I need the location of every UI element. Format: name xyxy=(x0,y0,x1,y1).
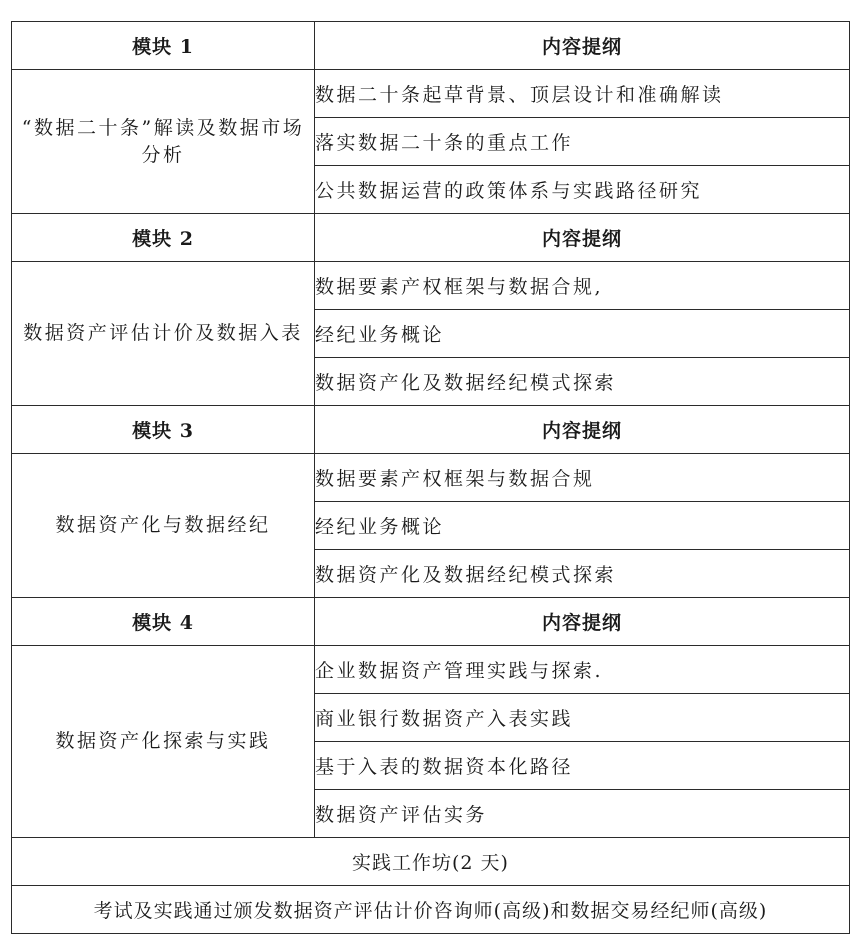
module-2-row xyxy=(12,262,850,310)
module-1-item-1: 数据二十条起草背景、顶层设计和准确解读 xyxy=(315,70,850,118)
certification-row xyxy=(12,886,850,934)
module-4-header-row xyxy=(12,598,850,646)
module-3-outline-header: 内容提纲 xyxy=(315,406,850,454)
module-4-row xyxy=(12,646,850,694)
module-1-name: “数据二十条”解读及数据市场分析 xyxy=(12,70,315,214)
module-4-item-4: 数据资产评估实务 xyxy=(315,790,850,838)
module-1-item-3: 公共数据运营的政策体系与实践路径研究 xyxy=(315,166,850,214)
workshop-row xyxy=(12,838,850,886)
module-4-outline-header: 内容提纲 xyxy=(315,598,850,646)
module-3-row xyxy=(12,454,850,502)
module-4-item-2: 商业银行数据资产入表实践 xyxy=(315,694,850,742)
module-2-name: 数据资产评估计价及数据入表 xyxy=(12,262,315,406)
module-2-item-2: 经纪业务概论 xyxy=(315,310,850,358)
module-3-header-row xyxy=(12,406,850,454)
module-2-title: 模块 2 xyxy=(12,214,315,262)
module-2-item-3: 数据资产化及数据经纪模式探索 xyxy=(315,358,850,406)
module-1-title: 模块 1 xyxy=(12,22,315,70)
workshop-label: 实践工作坊(2 天) xyxy=(12,838,850,886)
module-3-item-1: 数据要素产权框架与数据合规 xyxy=(315,454,850,502)
module-1-item-2: 落实数据二十条的重点工作 xyxy=(315,118,850,166)
module-3-item-3: 数据资产化及数据经纪模式探索 xyxy=(315,550,850,598)
module-2-outline-header: 内容提纲 xyxy=(315,214,850,262)
module-4-name: 数据资产化探索与实践 xyxy=(12,646,315,838)
module-1-header-row xyxy=(12,22,850,70)
module-1-outline-header: 内容提纲 xyxy=(315,22,850,70)
certification-note: 考试及实践通过颁发数据资产评估计价咨询师(高级)和数据交易经纪师(高级) xyxy=(12,886,850,934)
module-4-item-1: 企业数据资产管理实践与探索. xyxy=(315,646,850,694)
course-outline-table xyxy=(11,21,850,934)
module-4-item-3: 基于入表的数据资本化路径 xyxy=(315,742,850,790)
module-3-name: 数据资产化与数据经纪 xyxy=(12,454,315,598)
module-3-item-2: 经纪业务概论 xyxy=(315,502,850,550)
module-2-item-1: 数据要素产权框架与数据合规, xyxy=(315,262,850,310)
module-4-title: 模块 4 xyxy=(12,598,315,646)
module-3-title: 模块 3 xyxy=(12,406,315,454)
module-2-header-row xyxy=(12,214,850,262)
module-1-row xyxy=(12,70,850,118)
